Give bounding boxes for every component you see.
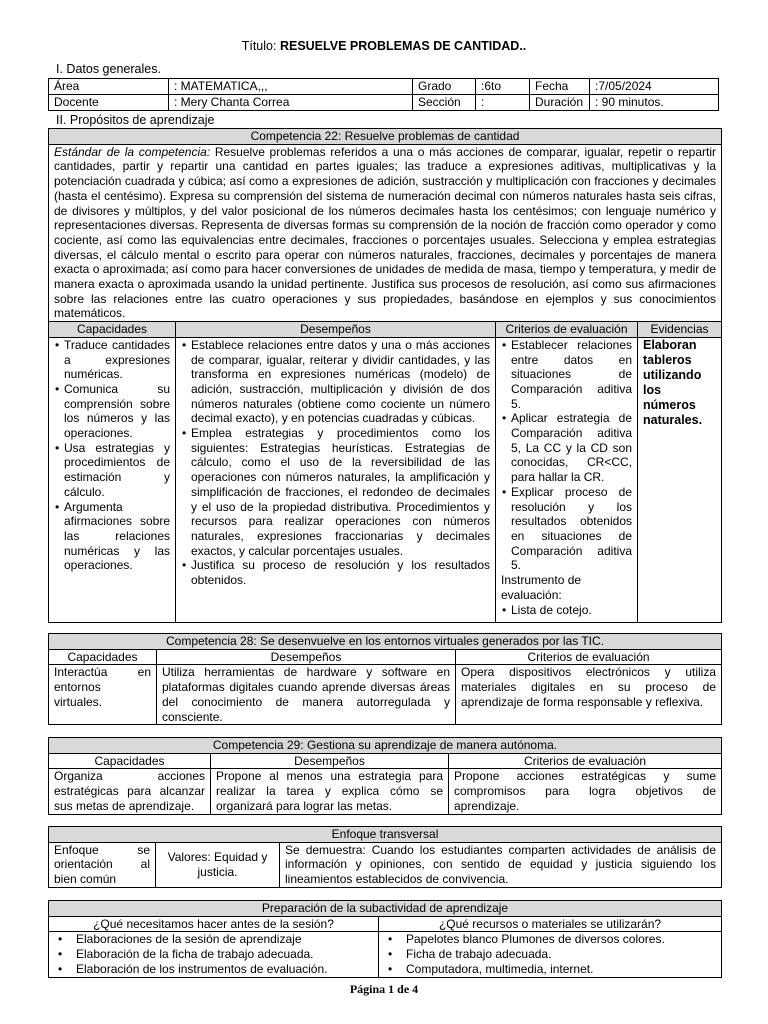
list-item: • Aplicar estrategia de Comparación aditiva 5, La CC y la CD son conocidas, CR<CC, para hallar la CR.	[511, 411, 632, 485]
docente-value: : Mery Chanta Correa	[169, 95, 413, 111]
grado-label: Grado	[413, 79, 476, 95]
footer-total-pages: 4	[412, 982, 419, 996]
page-title	[0, 39, 768, 53]
enfoque-name: Enfoque se orientación al bien común	[49, 842, 156, 887]
competencia-29-table	[48, 737, 722, 815]
c28-col-desempenos: Desempeños	[157, 649, 456, 665]
list-item: • Ficha de trabajo adecuada.	[406, 947, 716, 962]
list-item: • Elaboraciones de la sesión de aprendizaje	[76, 932, 373, 947]
list-item: • Computadora, multimedia, internet.	[406, 962, 716, 977]
grado-value: :6to	[476, 79, 530, 95]
list-item: • Establecer relaciones entre datos en situaciones de Comparación aditiva 5.	[511, 338, 632, 412]
c29-title: Competencia 29: Gestiona su aprendizaje de manera autónoma.	[49, 738, 722, 754]
c28-col-capacidades: Capacidades	[49, 649, 157, 665]
c22-criterios-cell	[496, 337, 638, 622]
competencia-28-table	[48, 633, 722, 725]
title-label: Título:	[241, 39, 277, 53]
list-item: • Argumenta afirmaciones sobre las relaciones numéricas y las operaciones.	[64, 500, 170, 574]
area-label: Área	[49, 79, 169, 95]
c28-criterio: Opera dispositivos electrónicos y utiliza materiales digitales en su proceso de aprendizaje de forma responsable y reflexiva.	[456, 665, 722, 725]
c29-col-criterios: Criterios de evaluación	[449, 753, 722, 769]
preparacion-title: Preparación de la subactividad de aprendizaje	[49, 901, 722, 917]
competencia-22-table	[48, 128, 722, 623]
list-item: • Papelotes blanco Plumones de diversos colores.	[406, 932, 716, 947]
c22-col-desempenos: Desempeños	[176, 322, 496, 338]
list-item: • Emplea estrategias y procedimientos como los siguientes: Estrategias heurísticas. Estrategias de cálculo, como el uso de la reversibilidad de las operaciones con números naturales, la amplificación y simplificación de fracciones, el redondeo de decimales y el uso de la propiedad distributiva. Procedimientos y recursos para realizar operaciones con números naturales, expresiones fraccionarias y decimales exactos, y calcular porcentajes usuales.	[191, 426, 490, 558]
col-recursos: ¿Qué recursos o materiales se utilizarán?	[379, 916, 722, 932]
list-item: • Justifica su proceso de resolución y los resultados obtenidos.	[191, 558, 490, 587]
section-purposes-heading: II. Propósitos de aprendizaje	[56, 113, 215, 127]
c22-standard-text: Resuelve problemas referidos a una o más acciones de comparar, igualar, repetir o repartir cantidades, partir y repartir una cantidad en partes iguales; las traduce a expresiones aditivas, multiplicativas y la potenciación cuadrada y cúbica; así como a expresiones de adición, sustracción y multiplicación con fracciones y decimales (hasta el centésimo). Expresa su comprensión del sistema de numeración decimal con números naturales hasta seis cifras, de divisores y múltiplos, y del valor posicional de los números decimales hasta los centésimos; con lenguaje numérico y representaciones diversas. Representa de diversas formas su comprensión de la noción de fracción como operador y como cociente, así como las equivalencias entre decimales, fracciones o porcentajes usuales. Selecciona y emplea estrategias diversas, el cálculo mental o escrito para operar con números naturales, fracciones, decimales y porcentajes de manera exacta o aproximada; así como para hacer conversiones de unidades de medida de masa, tiempo y temperatura, y medir de manera exacta o aproximada usando la unidad pertinente. Justifica sus procesos de resolución, así como sus afirmaciones sobre las relaciones entre las cuatro operaciones y sus propiedades, basándose en ejemplos y sus conocimientos matemáticos.	[54, 144, 717, 321]
c29-col-capacidades: Capacidades	[49, 753, 211, 769]
fecha-label: Fecha	[530, 79, 590, 95]
list-item: • Explicar proceso de resolución y los resultados obtenidos en situaciones de Comparación aditiva 5.	[511, 485, 632, 573]
c22-evidencias: Elaboran tableros utilizando los números naturales.	[638, 337, 722, 622]
c28-title: Competencia 28: Se desenvuelve en los entornos virtuales generados por las TIC.	[49, 634, 722, 650]
c22-capacidades-cell	[49, 337, 176, 622]
c22-standard	[49, 144, 722, 321]
c29-criterio: Propone acciones estratégicas y sume compromisos para logra objetivos de aprendizaje.	[449, 769, 722, 814]
list-item: • Lista de cotejo.	[511, 603, 632, 618]
c29-capacidad: Organiza acciones estratégicas para alcanzar sus metas de aprendizaje.	[49, 769, 211, 814]
recursos-cell	[379, 932, 722, 977]
list-item: • Elaboración de los instrumentos de evaluación.	[76, 962, 373, 977]
c22-standard-label: Estándar de la competencia:	[54, 144, 211, 159]
antes-cell	[49, 932, 379, 977]
area-value: : MATEMATICA,,,	[169, 79, 413, 95]
c28-capacidad: Interactúa en entornos virtuales.	[49, 665, 157, 725]
c22-col-criterios: Criterios de evaluación	[496, 322, 638, 338]
duracion-value: : 90 minutos.	[590, 95, 719, 111]
c22-desempenos-cell	[176, 337, 496, 622]
list-item: • Elaboración de la ficha de trabajo adecuada.	[76, 947, 373, 962]
c29-col-desempenos: Desempeños	[211, 753, 449, 769]
c22-title: Competencia 22: Resuelve problemas de cantidad	[49, 129, 722, 145]
c29-desempeno: Propone al menos una estrategia para realizar la tarea y explica cómo se organizará para lograr las metas.	[211, 769, 449, 814]
enfoque-transversal-table	[48, 826, 722, 888]
list-item: • Traduce cantidades a expresiones numéricas.	[64, 338, 170, 382]
enfoque-valores: Valores: Equidad y justicia.	[156, 842, 280, 887]
title-text: RESUELVE PROBLEMAS DE CANTIDAD..	[279, 39, 527, 53]
page-footer	[0, 982, 768, 997]
seccion-value: :	[476, 95, 530, 111]
duracion-label: Duración	[530, 95, 590, 111]
footer-de: de	[397, 982, 410, 996]
list-item: • Usa estrategias y procedimientos de estimación y cálculo.	[64, 441, 170, 500]
c28-desempeno: Utiliza herramientas de hardware y software en plataformas digitales cuando aprende diversas áreas del conocimiento de manera autorregulada y consciente.	[157, 665, 456, 725]
footer-page-number: 1	[388, 982, 395, 996]
enfoque-title: Enfoque transversal	[49, 827, 722, 843]
docente-label: Docente	[49, 95, 169, 111]
fecha-value: :7/05/2024	[590, 79, 719, 95]
c22-col-evidencias: Evidencias	[638, 322, 722, 338]
list-item: • Establece relaciones entre datos y una o más acciones de comparar, igualar, reiterar y dividir cantidades, y las transforma en expresiones numéricas (modelo) de adición, sustracción, multiplicación y división de dos números naturales (obtiene como cociente un número decimal exacto), y en potencias cuadradas y cúbicas.	[191, 338, 490, 426]
enfoque-demuestra: Se demuestra: Cuando los estudiantes comparten actividades de análisis de información y opiniones, con sentido de equidad y justicia siguiendo los lineamientos establecidos de convivencia.	[280, 842, 722, 887]
col-antes: ¿Qué necesitamos hacer antes de la sesión?	[49, 916, 379, 932]
c28-col-criterios: Criterios de evaluación	[456, 649, 722, 665]
preparacion-table	[48, 900, 722, 978]
footer-pagina: Página	[349, 982, 386, 996]
general-data-table	[48, 78, 719, 111]
c22-col-capacidades: Capacidades	[49, 322, 176, 338]
seccion-label: Sección	[413, 95, 476, 111]
list-item: • Comunica su comprensión sobre los números y las operaciones.	[64, 382, 170, 441]
instrumento-label: Instrumento de evaluación:	[501, 573, 582, 602]
section-general-heading: I. Datos generales.	[56, 62, 161, 76]
